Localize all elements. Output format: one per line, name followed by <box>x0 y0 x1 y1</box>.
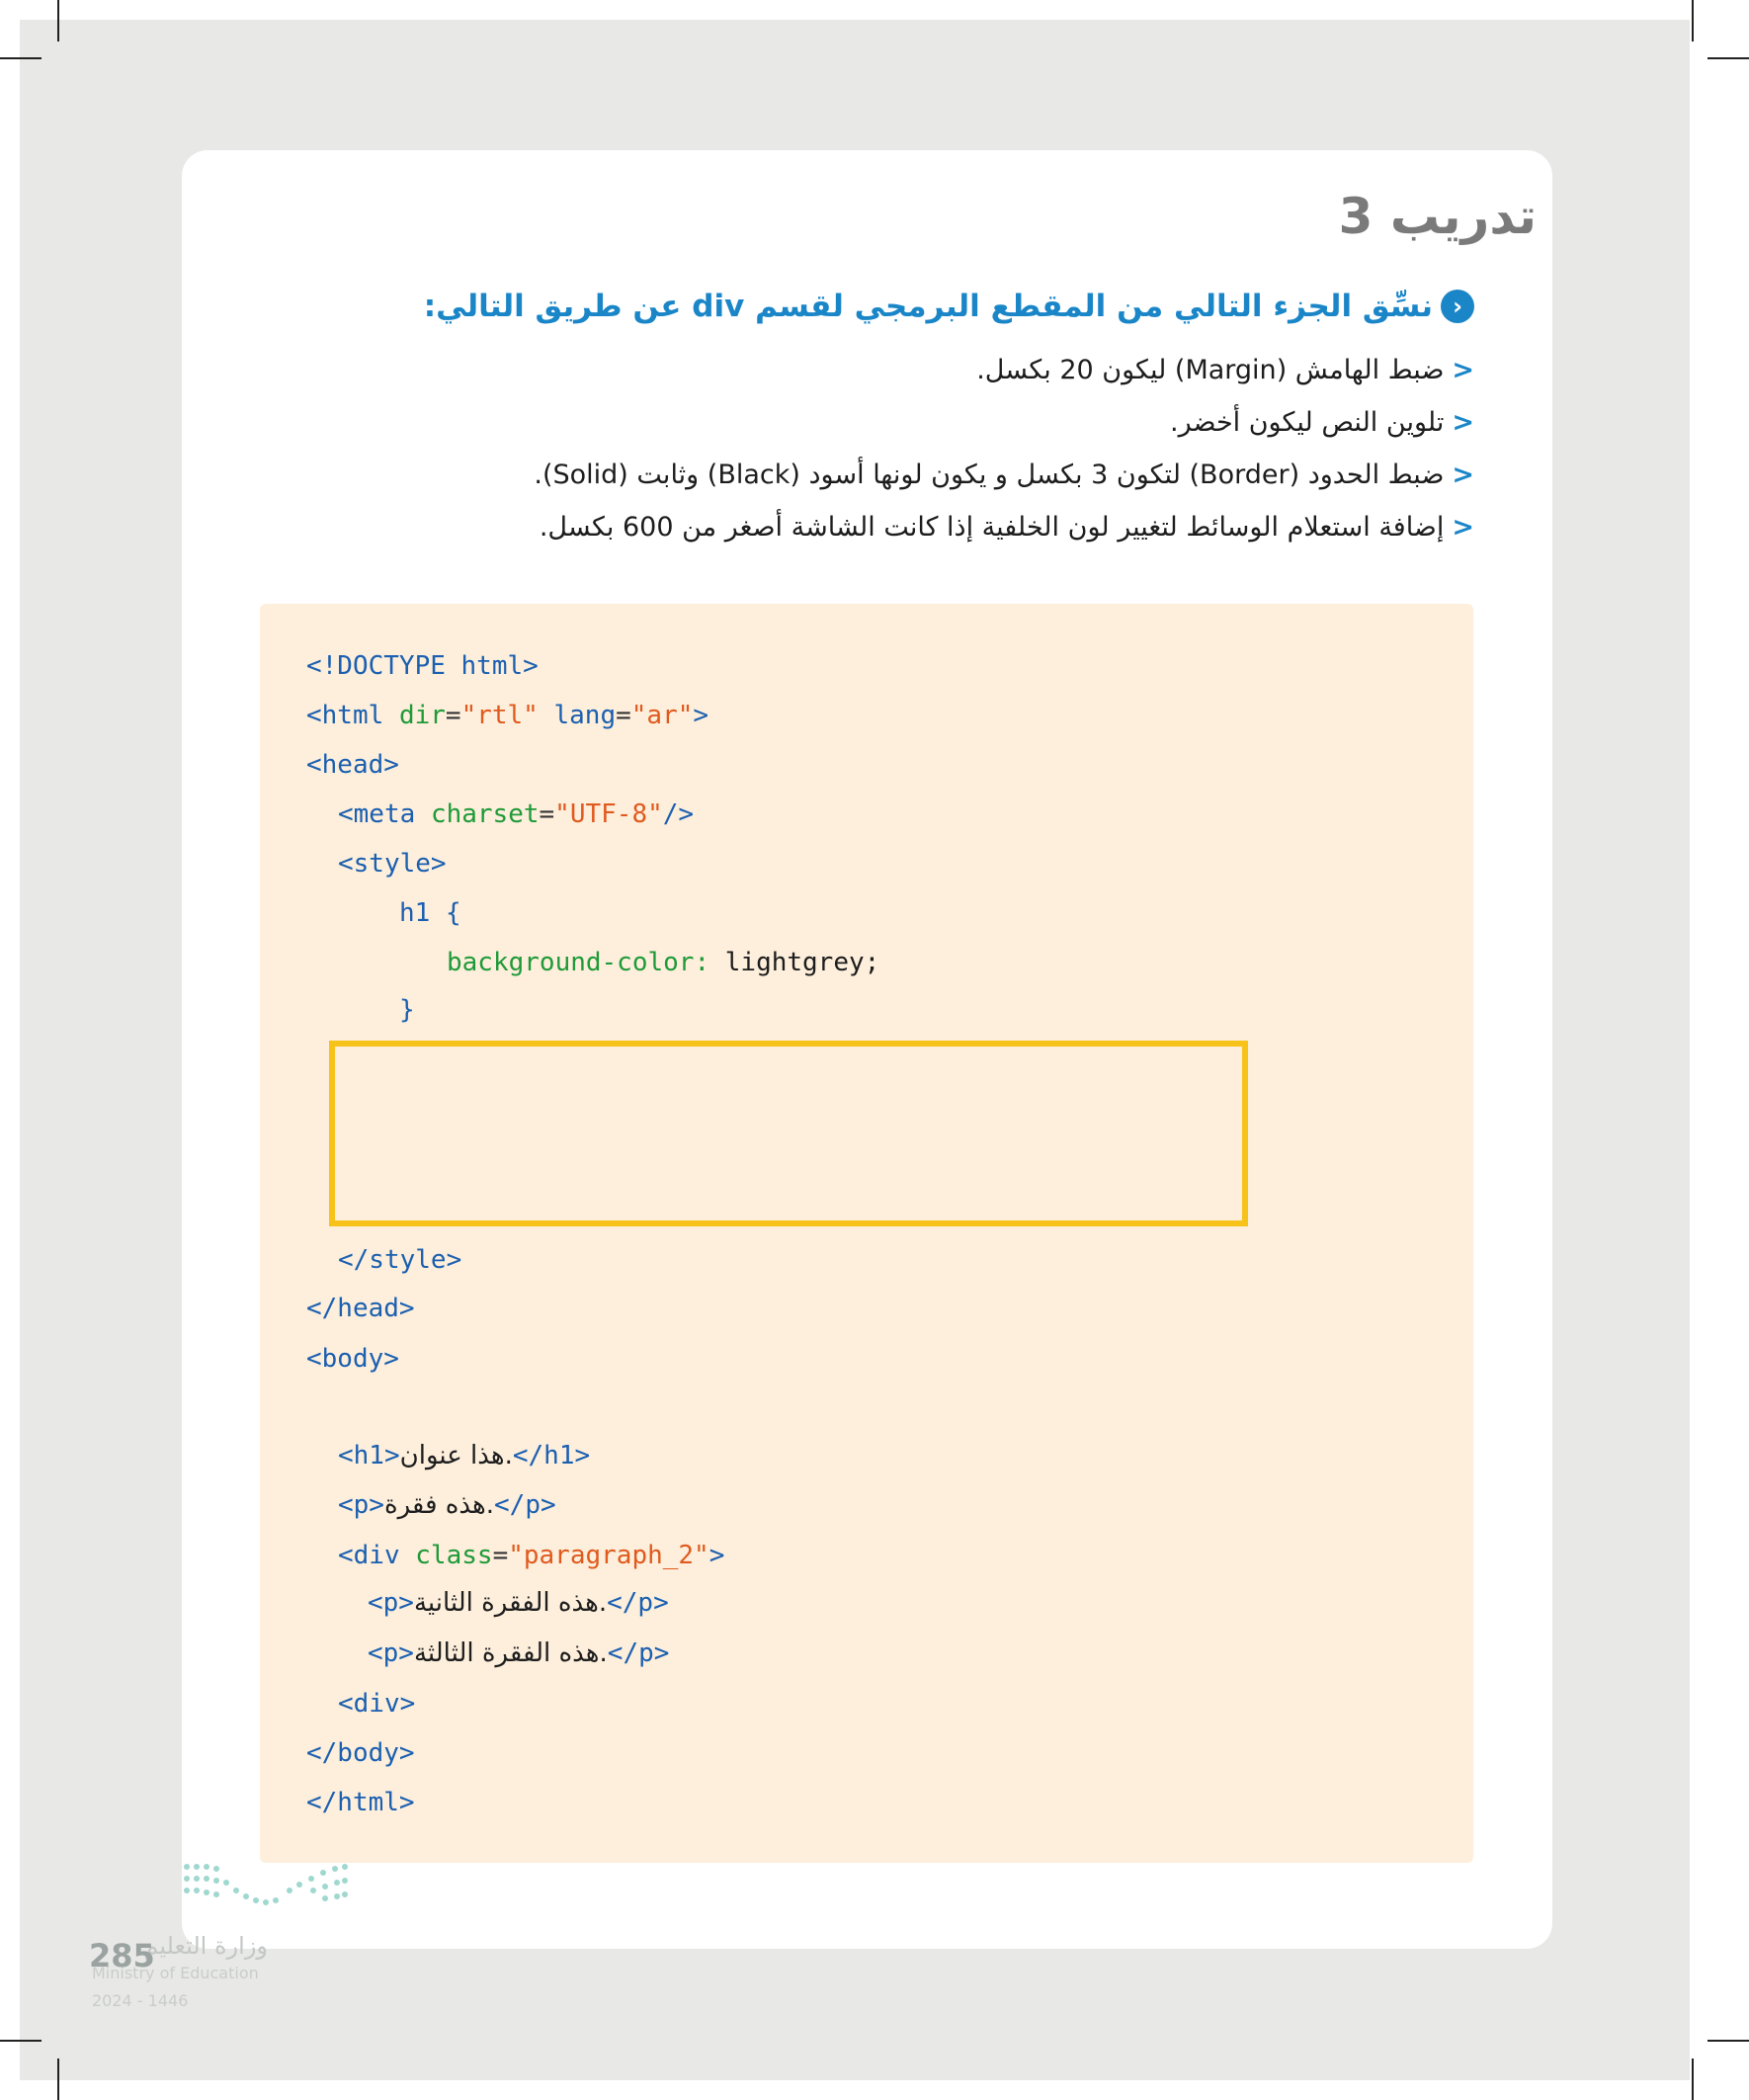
code-line <box>368 1578 669 1628</box>
code-line: <div class="paragraph_2"> <box>338 1541 725 1570</box>
code-token: هذه فقرة. <box>383 1490 495 1520</box>
code-token: "ar" <box>630 701 694 730</box>
code-token: </p> <box>607 1588 669 1618</box>
code-line <box>306 1334 399 1384</box>
code-line <box>399 985 415 1035</box>
code-token: } <box>399 995 415 1025</box>
chevron-left-icon: ‹ <box>1441 290 1474 323</box>
code-token: <div> <box>338 1689 416 1719</box>
code-token: > <box>708 1541 725 1570</box>
exercise-title: تدريب 3 <box>1338 188 1537 245</box>
code-token: "UTF-8" <box>554 799 663 829</box>
crop-mark <box>1707 57 1749 59</box>
code-token: <style> <box>338 849 447 879</box>
list-item-text: تلوين النص ليكون أخضر. <box>1170 407 1445 438</box>
code-line <box>306 1778 415 1827</box>
code-token: <!DOCTYPE html> <box>306 651 539 681</box>
code-token: lang <box>553 701 617 730</box>
instruction-text: نسِّق الجزء التالي من المقطع البرمجي لقسم div عن طريق التالي: <box>423 289 1433 324</box>
code-line <box>338 1480 556 1530</box>
code-line <box>338 1235 461 1285</box>
ministry-year: 2024 - 1446 <box>92 1991 189 2010</box>
code-line <box>338 1679 415 1728</box>
ministry-english: Ministry of Education <box>92 1964 259 1982</box>
code-line <box>306 740 399 790</box>
code-token: </body> <box>306 1738 415 1768</box>
code-token: charset <box>430 799 540 829</box>
code-token: <body> <box>306 1344 399 1374</box>
code-line <box>368 1629 669 1678</box>
list-item <box>534 501 1474 553</box>
code-token: </head> <box>306 1294 415 1323</box>
answer-blank-box[interactable] <box>329 1041 1248 1226</box>
code-token: <p> <box>368 1638 414 1668</box>
ministry-logo-icon <box>181 1861 349 1912</box>
bullet-arrow-icon: < <box>1452 460 1474 490</box>
code-token: "paragraph_2" <box>508 1541 709 1570</box>
code-token: h1 { <box>399 898 461 928</box>
code-token: </p> <box>607 1638 670 1668</box>
bullet-arrow-icon: < <box>1452 355 1474 385</box>
code-line: <meta charset="UTF-8"/> <box>338 799 695 829</box>
list-item <box>534 344 1474 396</box>
code-line <box>306 1284 415 1333</box>
code-token: class <box>415 1541 493 1570</box>
code-token: "rtl" <box>460 701 539 730</box>
crop-mark <box>0 57 42 59</box>
code-token: </html> <box>306 1788 415 1817</box>
list-item <box>534 449 1474 501</box>
crop-mark <box>1707 2040 1749 2042</box>
code-line <box>399 888 461 938</box>
list-item-text: إضافة استعلام الوسائط لتغيير لون الخلفية إذا كانت الشاشة أصغر من 600 بكسل. <box>539 512 1445 543</box>
bullet-arrow-icon: < <box>1452 407 1474 438</box>
bullet-arrow-icon: < <box>1452 512 1474 543</box>
code-token: هذا عنوان. <box>399 1441 513 1470</box>
code-line: <html dir="rtl" lang="ar"> <box>306 701 709 730</box>
code-token: </style> <box>338 1245 462 1275</box>
code-token: <div <box>338 1541 400 1570</box>
code-token: dir <box>398 701 446 730</box>
code-token: هذه الفقرة الثالثة. <box>413 1638 608 1668</box>
code-line <box>338 839 447 888</box>
code-line <box>306 641 539 691</box>
crop-mark <box>1692 2058 1694 2100</box>
code-token: > <box>693 701 709 730</box>
code-token: <head> <box>306 750 399 780</box>
code-token: <html <box>306 701 384 730</box>
list-item-text: ضبط الحدود (Border) لتكون 3 بكسل و يكون لونها أسود (Black) وثابت (Solid). <box>534 460 1445 490</box>
code-token: هذه الفقرة الثانية. <box>413 1588 608 1618</box>
instruction-list <box>534 344 1474 553</box>
ministry-arabic: وزارة التعليم <box>143 1932 268 1960</box>
code-line <box>447 938 879 987</box>
page-number: 285 <box>89 1937 155 1974</box>
list-item-text: ضبط الهامش (Margin) ليكون 20 بكسل. <box>976 355 1445 385</box>
code-token: <h1> <box>338 1441 400 1470</box>
code-token: <p> <box>338 1490 384 1520</box>
crop-mark <box>57 0 59 42</box>
code-token: <meta <box>338 799 416 829</box>
crop-mark <box>57 2058 59 2100</box>
code-token: lightgrey; <box>709 948 880 977</box>
list-item <box>534 396 1474 449</box>
code-line <box>338 1431 590 1480</box>
code-token: background-color: <box>447 948 710 977</box>
crop-mark <box>0 2040 42 2042</box>
code-token: </h1> <box>512 1441 591 1470</box>
code-token: </p> <box>494 1490 556 1520</box>
code-line <box>306 1728 415 1778</box>
code-token: /> <box>662 799 695 829</box>
crop-mark <box>1692 0 1694 42</box>
instruction-heading <box>424 289 1474 324</box>
code-token: <p> <box>368 1588 414 1618</box>
